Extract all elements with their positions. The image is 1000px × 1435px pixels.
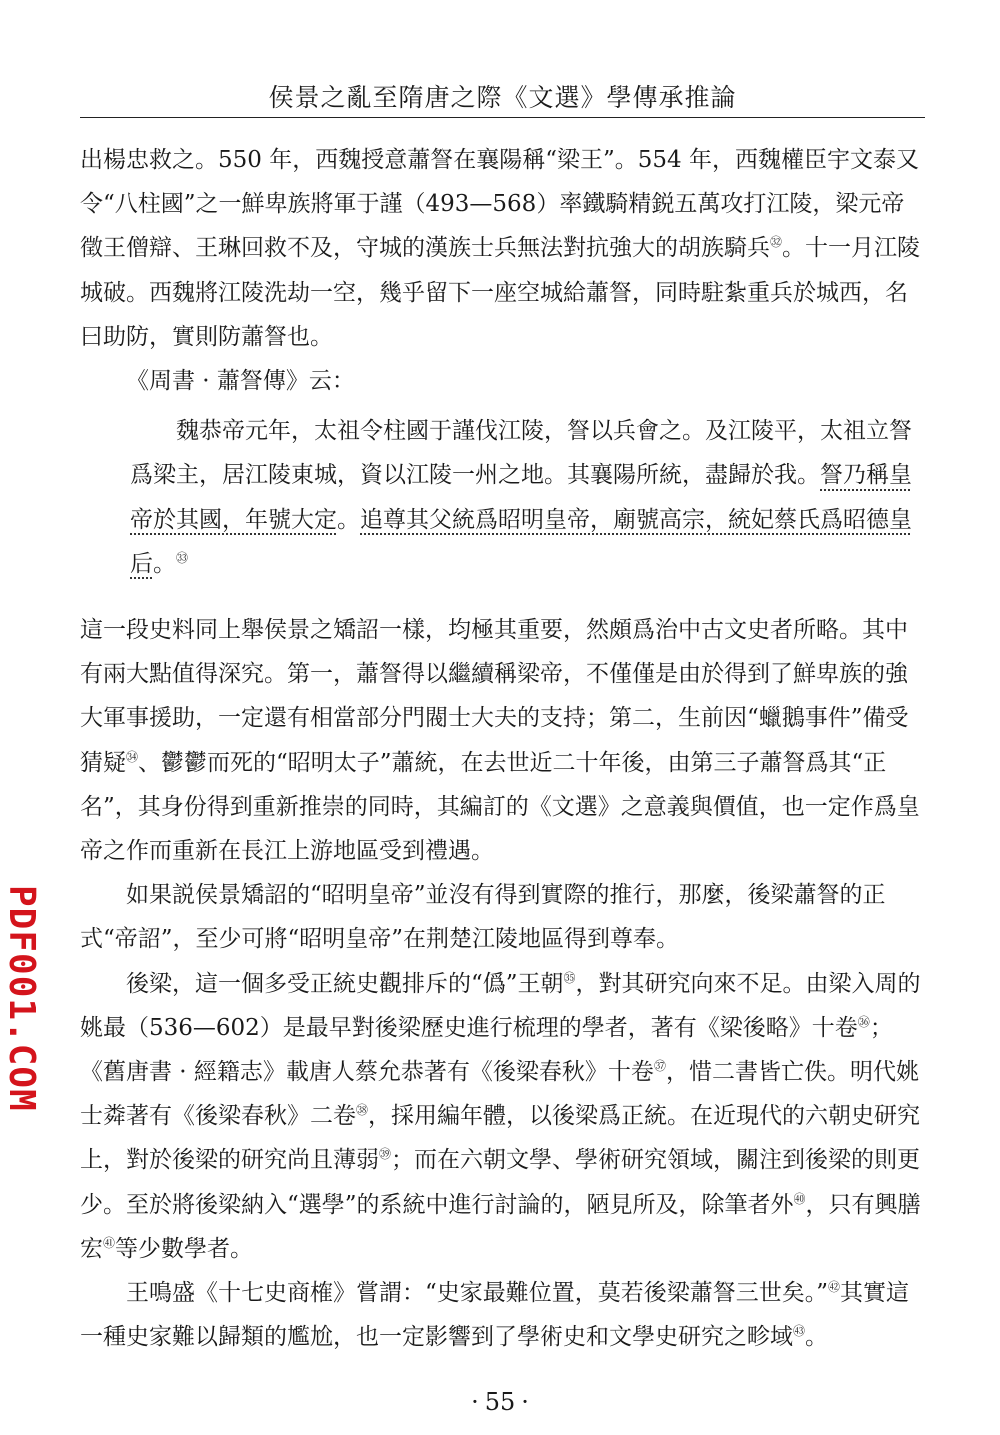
paragraph-4-text: ；《舊唐書 · 經籍志》載唐人蔡允恭著有《後梁春秋》十卷 bbox=[80, 1014, 893, 1086]
paragraph-5 bbox=[80, 1271, 925, 1359]
paragraph-2 bbox=[80, 608, 925, 873]
body-text bbox=[80, 138, 925, 1359]
header-rule bbox=[80, 117, 925, 118]
footnote-mark: ㊲ bbox=[653, 1059, 666, 1074]
footnote-mark: ㉞ bbox=[126, 749, 139, 764]
paragraph-1 bbox=[80, 138, 925, 359]
footnote-mark: ㊶ bbox=[103, 1235, 116, 1250]
footnote-mark: ㊷ bbox=[828, 1280, 841, 1295]
quote-text: 魏恭帝元年，太祖令柱國于謹伐江陵，詧以兵會之。及江陵平，太祖立詧爲梁主，居江陵東城，資以江陵一州之地。其襄陽所統，盡歸於我。 bbox=[130, 418, 912, 489]
footnote-mark: ㉝ bbox=[176, 550, 189, 565]
running-header: 侯景之亂至隋唐之際《文選》學傳承推論 bbox=[268, 83, 737, 112]
paragraph-4-text: 等少數學者。 bbox=[115, 1235, 254, 1262]
page-number-value: 55 bbox=[484, 1388, 516, 1416]
paragraph-3: 如果説侯景矯詔的“昭明皇帝”並沒有得到實際的推行，那麼，後梁蕭詧的正式“帝詔”，至少可將“昭明皇帝”在荆楚江陵地區得到尊奉。 bbox=[80, 882, 886, 953]
paragraph-5-text: 其實這一種史家難以歸類的尷尬，也一定影響到了學術史和文學史研究之畛域 bbox=[80, 1280, 910, 1351]
paragraph-1-text: 出楊忠救之。550 年，西魏授意蕭詧在襄陽稱“梁王”。554 年，西魏權臣宇文泰又令“八柱國”之一鮮卑族將軍于謹（493—568）率鐵騎精鋭五萬攻打江陵，梁元帝徵王僧辯、王琳回救不及，守城的漢族士兵無法對抗強大的胡族騎兵 bbox=[80, 147, 919, 262]
paragraph-4-text: ；而在六朝文學、學術研究領域，關注到後梁的則更少。至於將後梁納入“選學”的系統中進行討論的，陋見所及，除筆者外 bbox=[80, 1147, 921, 1218]
page-number-dot: · bbox=[521, 1388, 529, 1416]
footnote-mark: ㊱ bbox=[857, 1014, 870, 1029]
paragraph-4-text: ，採用編年體，以後梁爲正統。在近現代的六朝史研究上，對於後梁的研究尚且薄弱 bbox=[80, 1103, 921, 1174]
paragraph-4-text: ，惜二書皆亡佚。明代姚士粦著有《後梁春秋》二卷 bbox=[80, 1059, 919, 1130]
footnote-mark: ㊳ bbox=[356, 1103, 369, 1118]
paragraph-5-text: 王鳴盛《十七史商榷》嘗謂：“史家最難位置，莫若後梁蕭詧三世矣。” bbox=[126, 1280, 829, 1307]
footnote-mark: ㊴ bbox=[379, 1147, 392, 1162]
block-quote bbox=[130, 409, 925, 586]
footnote-mark: ㊸ bbox=[793, 1324, 806, 1339]
paragraph-4-text: 後梁，這一個多受正統史觀排斥的“僞”王朝 bbox=[126, 970, 564, 997]
page-number-dot: · bbox=[471, 1388, 479, 1416]
quote-intro: 《周書 · 蕭詧傳》云： bbox=[126, 368, 355, 395]
footnote-mark: ㊵ bbox=[793, 1191, 806, 1206]
watermark: PDF001.COM bbox=[1, 885, 42, 1112]
quote-emphasis: 追尊其父統爲昭明皇帝，廟號高宗，統妃蔡氏爲昭德皇后 bbox=[130, 506, 912, 577]
paragraph-2-text: 這一段史料同上舉侯景之矯詔一樣，均極其重要，然頗爲治中古文史者所略。其中有兩大點值得深究。第一，蕭詧得以繼續稱梁帝，不僅僅是由於得到了鮮卑族的強大軍事援助，一定還有相當部分門閥士大夫的支持；第二，生前因“蠟鵝事件”備受猜疑 bbox=[80, 617, 909, 776]
paragraph-4 bbox=[80, 962, 925, 1271]
quote-punct: 。 bbox=[153, 550, 176, 577]
paragraph-5-text: 。 bbox=[805, 1324, 829, 1351]
footnote-mark: ㉜ bbox=[770, 235, 783, 250]
paragraph-4-text: ，對其研究向來不足。由梁入周的姚最（536—602）是最早對後梁歷史進行梳理的學者，著有《梁後略》十卷 bbox=[80, 970, 921, 1041]
quote-emphasis: 詧乃稱皇帝於其國，年號大定 bbox=[130, 462, 912, 533]
quote-punct: 。 bbox=[337, 506, 360, 533]
paragraph-4-text: ，只有興膳宏 bbox=[80, 1191, 921, 1262]
paragraph-1-tail: 。十一月江陵城破。西魏將江陵洗劫一空，幾乎留下一座空城給蕭詧，同時駐紮重兵於城西，名曰助防，實則防蕭詧也。 bbox=[80, 235, 921, 350]
paragraph-2-tail: 、鬱鬱而死的“昭明太子”蕭統，在去世近二十年後，由第三子蕭詧爲其“正名”，其身份得到重新推崇的同時，其編訂的《文選》之意義與價值，也一定作爲皇帝之作而重新在長江上游地區受到禮遇。 bbox=[80, 749, 920, 865]
footnote-mark: ㉟ bbox=[563, 970, 576, 985]
page-number bbox=[0, 1388, 1000, 1416]
